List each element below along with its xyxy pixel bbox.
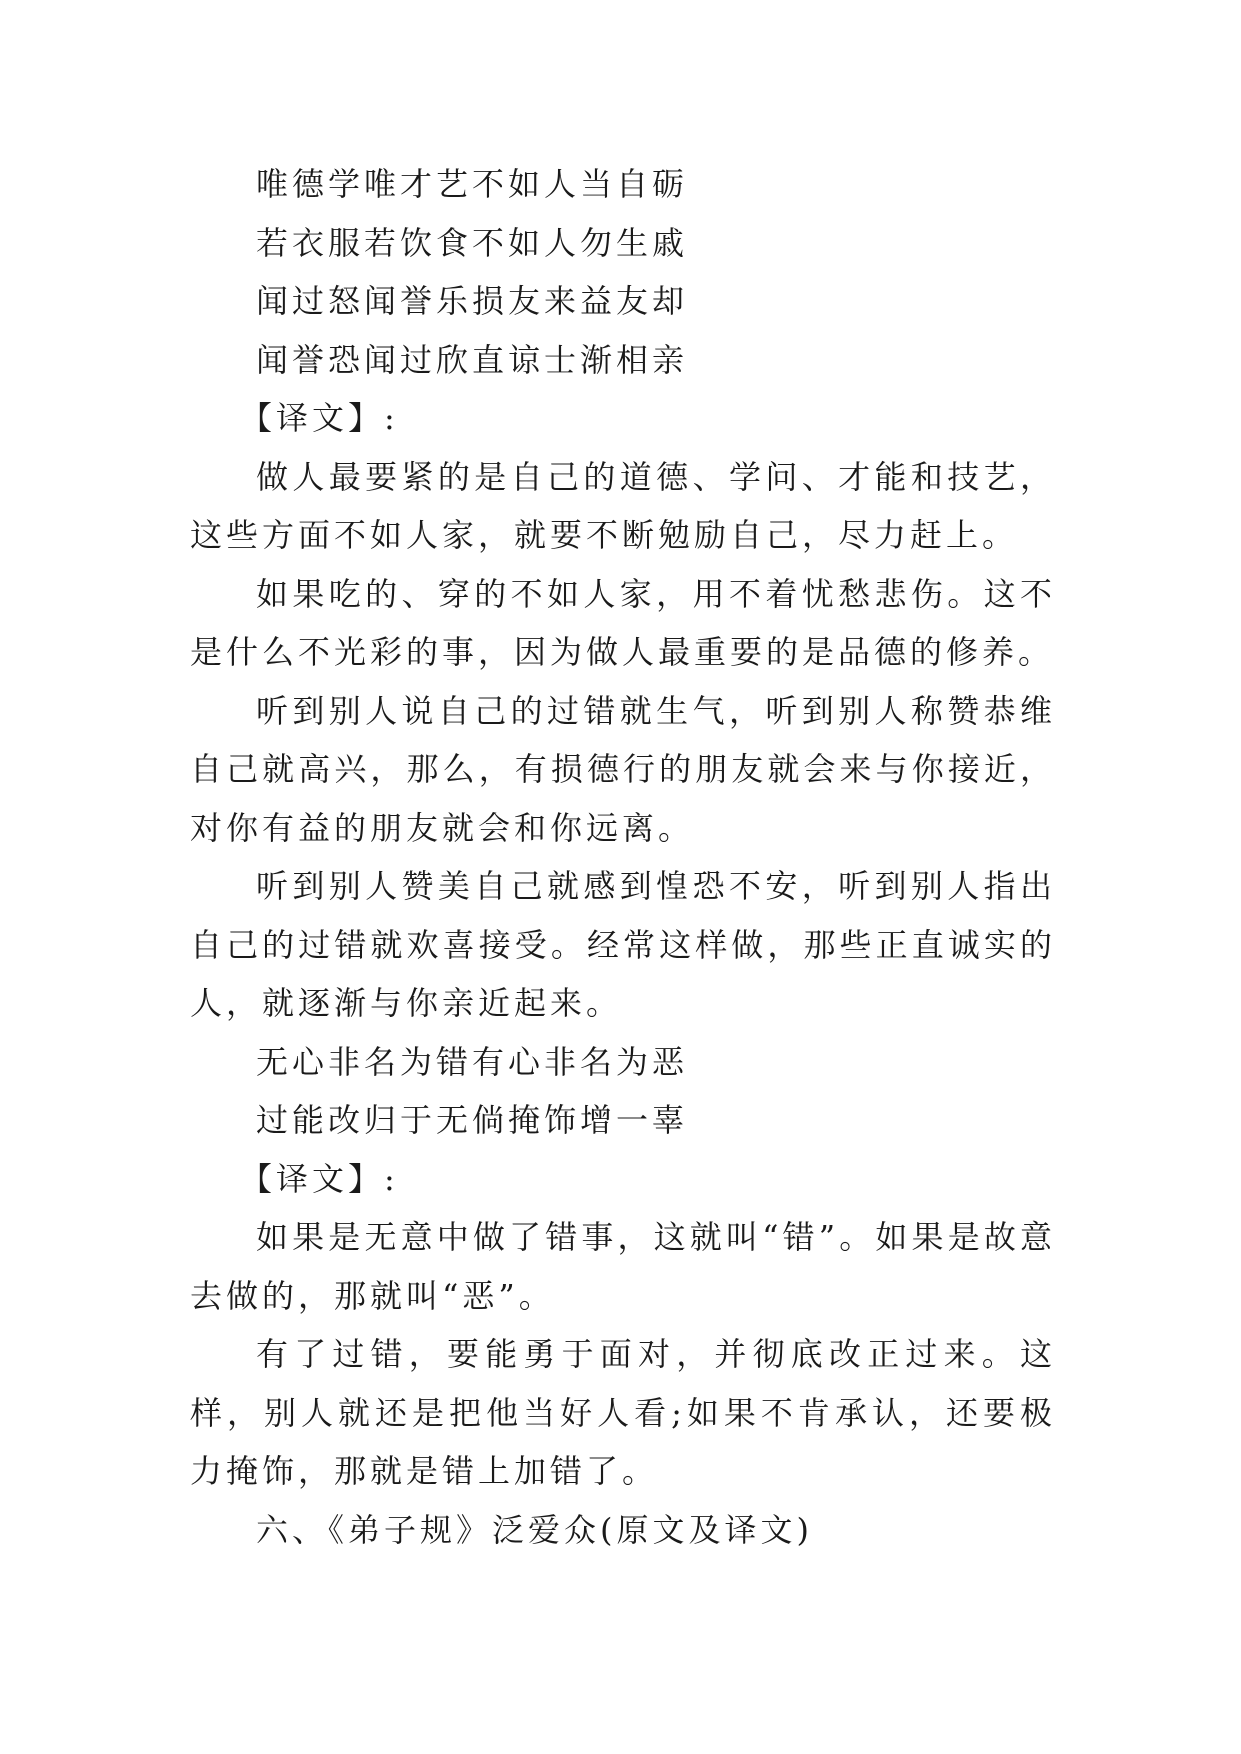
translation-paragraph: 如果吃的、穿的不如人家，用不着忧愁悲伤。这不是什么不光彩的事，因为做人最重要的是品德的修养。 <box>190 574 1056 671</box>
verse-line: 闻誉恐闻过欣直谅士渐相亲 <box>256 340 689 379</box>
translation-paragraph: 做人最要紧的是自己的道德、学问、才能和技艺，这些方面不如人家，就要不断勉励自己，尽力赶上。 <box>190 457 1056 554</box>
verse-line: 过能改归于无倘掩饰增一辜 <box>256 1101 689 1139</box>
translation-paragraph: 有了过错，要能勇于面对，并彻底改正过来。这样，别人就还是把他当好人看;如果不肯承认，还要极力掩饰，那就是错上加错了。 <box>190 1335 1056 1490</box>
translation-paragraph: 如果是无意中做了错事，这就叫“错”。如果是故意去做的，那就叫“恶”。 <box>190 1218 1056 1315</box>
verse-line: 无心非名为错有心非名为恶 <box>256 1042 689 1081</box>
verse-line: 若衣服若饮食不如人勿生戚 <box>256 223 689 262</box>
verse-line: 闻过怒闻誉乐损友来益友却 <box>256 282 689 320</box>
section-heading: 六、《弟子规》泛爱众(原文及译文) <box>256 1510 813 1549</box>
verse-line: 唯德学唯才艺不如人当自砺 <box>256 165 689 203</box>
document-body <box>190 155 1056 1559</box>
translation-paragraph: 听到别人说自己的过错就生气，听到别人称赞恭维自己就高兴，那么，有损德行的朋友就会来与你接近，对你有益的朋友就会和你远离。 <box>190 691 1056 847</box>
translation-paragraph: 听到别人赞美自己就感到惶恐不安，听到别人指出自己的过错就欢喜接受。经常这样做，那些正直诚实的人，就逐渐与你亲近起来。 <box>190 867 1056 1022</box>
translation-label: 【译文】: <box>240 1159 399 1198</box>
translation-label: 【译文】: <box>240 399 399 437</box>
